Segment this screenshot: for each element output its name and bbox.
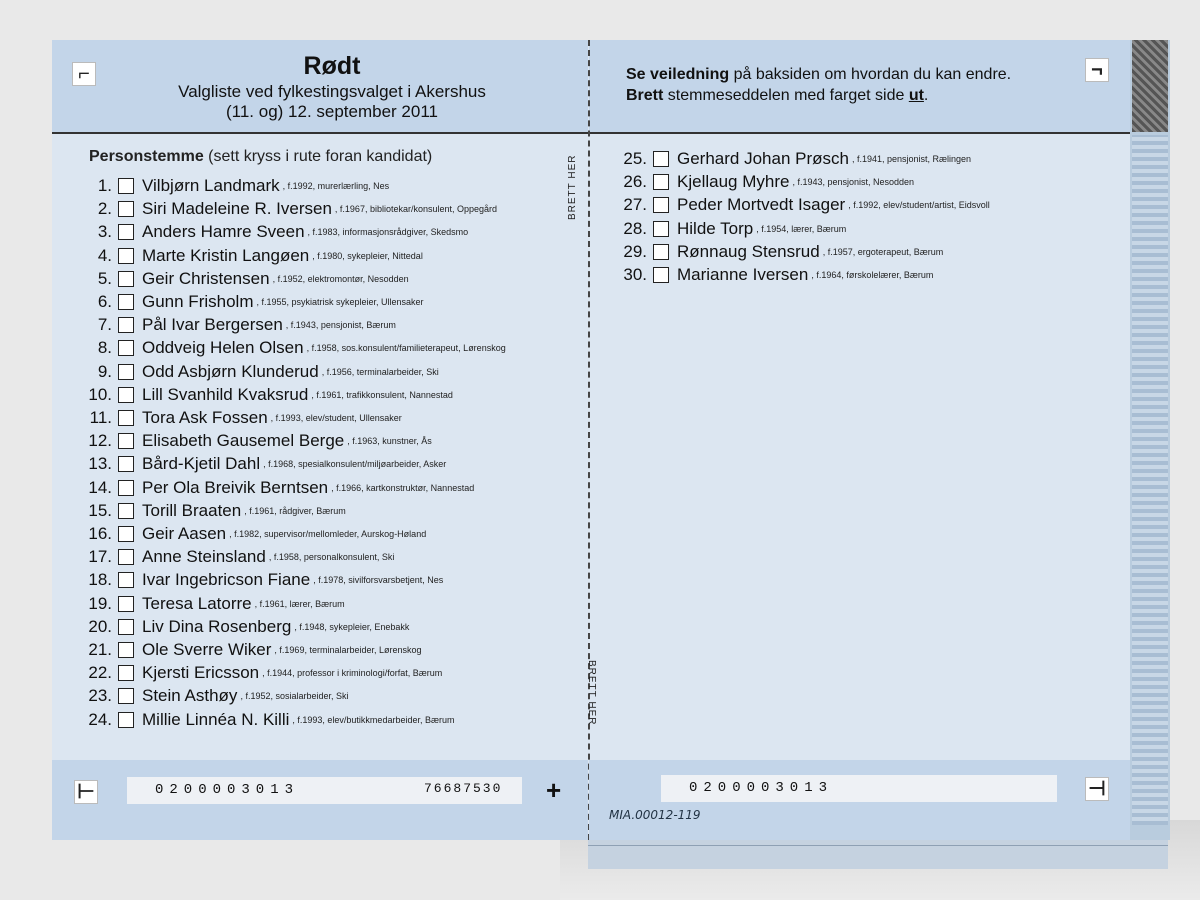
candidate-meta: , f.1955, psykiatrisk sykepleier, Ullensaker [256, 297, 424, 307]
candidate-meta: , f.1958, personalkonsulent, Ski [268, 552, 395, 563]
candidate-number: 22. [88, 663, 112, 683]
candidate-checkbox[interactable] [653, 174, 669, 190]
candidate-number: 7. [97, 315, 112, 335]
candidate-row [78, 523, 426, 545]
security-pattern-light [1132, 135, 1168, 825]
candidate-checkbox[interactable] [118, 503, 134, 519]
candidate-number: 4. [97, 245, 112, 265]
corner-mark-top-right-icon: ¬ [1085, 58, 1109, 82]
subtitle-line-1: Valgliste ved fylkestingsvalget i Akershus [178, 82, 486, 101]
candidate-meta: , f.1954, lærer, Bærum [756, 223, 847, 234]
candidate-checkbox[interactable] [118, 572, 134, 588]
candidate-checkbox[interactable] [118, 619, 134, 635]
candidate-meta: , f.1961, rådgiver, Bærum [244, 505, 346, 516]
candidate-row [613, 148, 971, 170]
candidate-row [78, 198, 497, 220]
candidate-number: 1. [97, 176, 112, 195]
candidate-number: 2. [97, 199, 112, 219]
candidate-name: Liv Dina Rosenberg [142, 616, 292, 636]
candidate-name: Torill Braaten [142, 500, 242, 520]
candidate-number: 20. [88, 616, 112, 636]
candidate-number: 14. [88, 477, 112, 497]
candidate-name: Rønnaug Stensrud [677, 241, 820, 261]
candidate-number: 29. [623, 241, 647, 261]
candidate-name: Siri Madeleine R. Iversen [142, 199, 332, 219]
candidate-number: 28. [623, 218, 647, 238]
candidate-row [78, 337, 506, 359]
candidate-name: Bård-Kjetil Dahl [142, 454, 261, 474]
candidate-row [78, 314, 396, 336]
candidate-meta: , f.1956, terminalarbeider, Ski [321, 366, 439, 377]
candidate-checkbox[interactable] [118, 688, 134, 704]
candidate-row [78, 430, 432, 452]
candidate-checkbox[interactable] [653, 221, 669, 237]
fold-under-line [588, 845, 1168, 846]
candidate-meta: , f.1967, bibliotekar/konsulent, Oppegård [334, 204, 498, 215]
candidate-name: Ole Sverre Wiker [142, 640, 272, 659]
candidate-number: 5. [97, 268, 112, 288]
candidate-checkbox[interactable] [653, 244, 669, 260]
candidate-meta: , f.1952, elektromontør, Nesodden [272, 273, 409, 284]
code-box-right [661, 775, 1057, 802]
guidance-text [626, 64, 1076, 106]
guide-rest-2: stemmeseddelen med farget side [663, 87, 909, 104]
candidate-meta: , f.1980, sykepleier, Nittedal [312, 250, 423, 261]
candidate-checkbox[interactable] [118, 271, 134, 287]
candidate-name: Gunn Frisholm [142, 292, 254, 311]
candidate-number: 11. [89, 408, 112, 427]
candidate-checkbox[interactable] [118, 294, 134, 310]
candidate-meta: , f.1961, lærer, Bærum [254, 598, 345, 609]
candidate-checkbox[interactable] [653, 197, 669, 213]
candidate-number: 19. [88, 593, 112, 613]
personstemme-label: Personstemme [89, 148, 204, 165]
candidate-row [78, 361, 439, 383]
candidate-row [78, 453, 446, 475]
candidate-row [613, 241, 943, 263]
candidate-name: Per Ola Breivik Berntsen [142, 477, 329, 497]
candidate-row [613, 194, 990, 216]
candidate-checkbox[interactable] [118, 410, 134, 426]
candidate-meta: , f.1952, sosialarbeider, Ski [240, 691, 349, 702]
candidate-name: Gerhard Johan Prøsch [677, 149, 849, 168]
candidate-checkbox[interactable] [118, 549, 134, 565]
candidate-row [78, 268, 409, 290]
candidate-name: Vilbjørn Landmark [142, 176, 280, 195]
guide-underline: ut [908, 87, 924, 104]
candidate-name: Elisabeth Gausemel Berge [142, 431, 345, 451]
candidate-name: Millie Linnéa N. Killi [142, 709, 290, 729]
candidate-meta: , f.1966, kartkonstruktør, Nannestad [331, 482, 475, 493]
candidate-number: 25. [623, 149, 647, 168]
candidate-row [613, 171, 914, 193]
candidate-number: 12. [88, 431, 112, 451]
candidate-number: 3. [97, 222, 112, 242]
corner-mark-top-left-icon: ⌐ [72, 62, 96, 86]
candidate-number: 30. [623, 265, 647, 284]
candidate-row [78, 384, 453, 406]
candidate-row [78, 245, 423, 267]
candidate-name: Odd Asbjørn Klunderud [142, 361, 319, 381]
guide-bold-1: Se veiledning [626, 66, 730, 83]
candidate-checkbox[interactable] [118, 642, 134, 658]
candidate-name: Marianne Iversen [677, 265, 809, 284]
candidate-meta: , f.1969, terminalarbeider, Lørenskog [274, 645, 422, 655]
handwritten-note: MIA.00012-119 [609, 808, 701, 822]
candidate-meta: , f.1978, sivilforsvarsbetjent, Nes [313, 575, 444, 586]
candidate-name: Kjersti Ericsson [142, 663, 260, 683]
guide-rest-1: på baksiden om hvordan du kan endre. [729, 66, 1012, 83]
candidate-name: Pål Ivar Bergersen [142, 315, 283, 335]
candidate-meta: , f.1957, ergoterapeut, Bærum [822, 246, 944, 257]
candidate-row [78, 407, 402, 429]
candidate-checkbox[interactable] [653, 267, 669, 283]
candidate-row [78, 616, 409, 638]
candidate-row [78, 709, 454, 731]
candidate-meta: , f.1963, kunstner, Ås [347, 436, 432, 447]
candidate-row [613, 264, 933, 286]
candidate-checkbox[interactable] [118, 364, 134, 380]
candidate-checkbox[interactable] [118, 433, 134, 449]
candidate-number: 6. [97, 292, 112, 311]
candidate-number: 13. [88, 454, 112, 474]
candidate-number: 18. [88, 570, 112, 590]
candidate-number: 24. [88, 709, 112, 729]
candidate-meta: , f.1968, spesialkonsulent/miljøarbeider, Asker [263, 459, 447, 470]
candidate-checkbox[interactable] [653, 151, 669, 167]
guide-end: . [923, 87, 929, 104]
candidate-name: Teresa Latorre [142, 593, 252, 613]
candidate-meta: , f.1941, pensjonist, Rælingen [851, 154, 972, 164]
candidate-name: Geir Christensen [142, 268, 270, 288]
candidate-row [78, 546, 394, 568]
candidate-checkbox[interactable] [118, 456, 134, 472]
candidate-name: Kjellaug Myhre [677, 172, 790, 192]
guide-bold-2: Brett [626, 87, 664, 104]
candidate-row [78, 221, 468, 243]
candidate-meta: , f.1983, informasjonsrådgiver, Skedsmo [307, 227, 469, 238]
candidate-number: 16. [88, 524, 112, 543]
candidate-meta: , f.1992, murerlærling, Nes [282, 181, 390, 191]
ballot-sheet [52, 40, 1170, 840]
candidate-checkbox[interactable] [118, 178, 134, 194]
corner-mark-bottom-left-icon: ⊢ [74, 780, 98, 804]
candidate-meta: , f.1943, pensjonist, Bærum [285, 320, 396, 331]
fold-label-top: BRETT HER [567, 154, 578, 220]
candidate-meta: , f.1993, elev/student, Ullensaker [270, 413, 402, 423]
candidate-row [78, 175, 389, 197]
candidate-checkbox[interactable] [118, 317, 134, 333]
candidate-row [78, 593, 345, 615]
candidate-checkbox[interactable] [118, 596, 134, 612]
candidate-number: 10. [88, 384, 112, 404]
personstemme-hint: (sett kryss i rute foran kandidat) [203, 148, 433, 165]
candidate-meta: , f.1993, elev/butikkmedarbeider, Bærum [292, 714, 455, 725]
candidate-checkbox[interactable] [118, 248, 134, 264]
candidate-meta: , f.1943, pensjonist, Nesodden [792, 177, 915, 188]
candidate-name: Peder Mortvedt Isager [677, 195, 846, 215]
candidate-checkbox[interactable] [118, 387, 134, 403]
candidate-name: Anne Steinsland [142, 547, 266, 567]
candidate-number: 9. [97, 361, 112, 381]
candidate-name: Geir Aasen [142, 524, 227, 543]
candidate-name: Marte Kristin Langøen [142, 245, 310, 265]
ballot-code-left: 0200003013 [155, 782, 300, 798]
candidate-number: 21. [88, 640, 112, 659]
candidate-row [78, 500, 346, 522]
subtitle-line-2: (11. og) 12. september 2011 [225, 102, 438, 121]
candidate-number: 23. [88, 686, 112, 706]
candidate-meta: , f.1982, supervisor/mellomleder, Aurskog-Høland [229, 529, 427, 539]
candidate-meta: , f.1961, trafikkonsulent, Nannestad [311, 389, 453, 400]
candidate-meta: , f.1964, førskolelærer, Bærum [811, 270, 934, 280]
candidate-name: Hilde Torp [677, 218, 754, 238]
fold-label-bottom: BRETT HER [586, 660, 597, 726]
candidate-number: 27. [623, 195, 647, 215]
election-subtitle [152, 82, 512, 122]
candidate-checkbox[interactable] [118, 201, 134, 217]
candidate-row [613, 218, 846, 240]
candidate-row [78, 477, 474, 499]
candidate-name: Lill Svanhild Kvaksrud [142, 384, 309, 404]
candidate-number: 17. [88, 547, 112, 567]
serial-number: 76687530 [424, 781, 503, 796]
candidate-name: Tora Ask Fossen [142, 408, 268, 427]
ballot-code-right: 0200003013 [689, 780, 834, 796]
candidate-name: Ivar Ingebricson Fiane [142, 570, 311, 590]
candidate-meta: , f.1948, sykepleier, Enebakk [294, 621, 410, 632]
candidate-row [78, 662, 442, 684]
registration-plus-icon: + [546, 775, 562, 805]
candidate-number: 26. [623, 172, 647, 192]
party-title: Rødt [303, 52, 361, 80]
candidate-row [78, 569, 443, 591]
candidate-name: Anders Hamre Sveen [142, 222, 305, 242]
candidate-row [78, 639, 422, 661]
candidate-checkbox[interactable] [118, 712, 134, 728]
security-pattern-dark [1132, 40, 1168, 132]
candidate-name: Stein Asthøy [142, 686, 238, 706]
candidate-number: 15. [88, 500, 112, 520]
candidate-checkbox[interactable] [118, 224, 134, 240]
candidate-meta: , f.1944, professor i kriminologi/forfat, Bærum [262, 668, 443, 679]
candidate-checkbox[interactable] [118, 526, 134, 542]
candidate-number: 8. [97, 338, 112, 358]
candidate-checkbox[interactable] [118, 340, 134, 356]
candidate-checkbox[interactable] [118, 480, 134, 496]
corner-mark-bottom-right-icon: ⊣ [1085, 777, 1109, 801]
header-divider [52, 132, 1130, 134]
candidate-checkbox[interactable] [118, 665, 134, 681]
candidate-row [78, 685, 349, 707]
candidate-name: Oddveig Helen Olsen [142, 338, 304, 358]
candidate-meta: , f.1992, elev/student/artist, Eidsvoll [848, 200, 990, 211]
candidate-meta: , f.1958, sos.konsulent/familieterapeut, Lørenskog [306, 343, 506, 354]
personstemme-heading [89, 148, 432, 166]
candidate-row [78, 291, 424, 313]
